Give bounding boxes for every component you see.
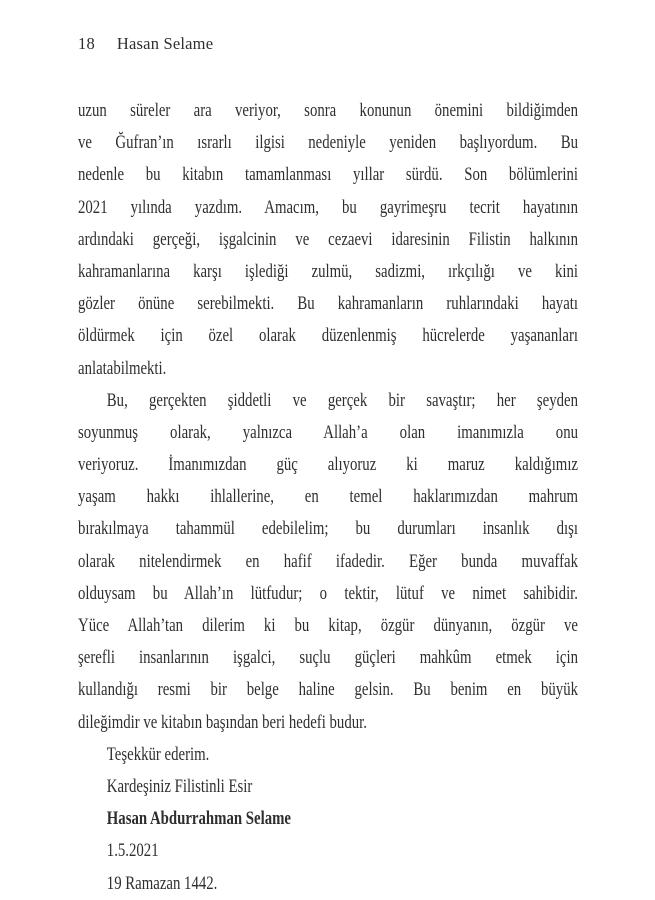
text-line: olduysam bu Allah’ın lütfudur; o tektir, lütuf ve nimet sahibidir. [78,583,578,604]
text-line: uzun süreler ara veriyor, sonra konunun önemini bildiğimden [78,101,578,121]
text-line: öldürmek için özel olarak düzenlenmiş hücrelerde yaşananları [78,326,578,347]
running-title: Hasan Selame [116,34,214,53]
text-line: anlatabilmekti. [78,358,167,379]
text-line: ve Ğufran’ın ısrarlı ilgisi nedeniyle yeniden başlıyordum. Bu [78,133,578,154]
signature-block [78,739,578,900]
text-line: nedenle bu kitabın tamamlanması yıllar sürdü. Son bölümlerini [78,165,578,186]
signature-brother: Kardeşiniz Filistinli Esir [106,776,253,797]
text-line: 2021 yılında yazdım. Amacım, bu gayrimeşru tecrit hayatının [78,197,578,218]
page-number: 18 [78,34,95,53]
paragraph-2 [78,385,578,739]
signature-thanks: Teşekkür ederim. [106,744,210,765]
signature-date-gregorian: 1.5.2021 [106,841,159,862]
text-line: dileğimdir ve kitabın başından beri hedefi budur. [78,712,367,733]
text-line: Bu, gerçekten şiddetli ve gerçek bir savaştır; her şeyden [106,390,578,411]
text-line: soyunmuş olarak, yalnızca Allah’a olan imanımızla onu [78,422,578,443]
text-line: veriyoruz. İmanımızdan güç alıyoruz ki maruz kaldığımız [78,455,578,476]
paragraph-1 [78,95,578,385]
signature-date-hijri: 19 Ramazan 1442. [106,873,218,894]
text-line: şerefli insanlarının işgalci, suçlu güçleri mahkûm etmek için [78,648,578,669]
text-line: yaşam hakkı ihlallerine, en temel haklarımızdan mahrum [78,487,578,508]
text-line: olarak nitelendirmek en hafif ifadedir. Eğer bunda muvaffak [78,551,578,572]
page-text [78,95,578,900]
running-header [78,34,213,54]
text-line: kahramanlarına karşı işlediği zulmü, sadizmi, ırkçılığı ve kini [78,261,578,282]
signature-author: Hasan Abdurrahman Selame [106,809,292,830]
text-line: bırakılmaya tahammül edebilelim; bu durumları insanlık dışı [78,519,578,540]
text-line: ardındaki gerçeği, işgalcinin ve cezaevi idaresinin Filistin halkının [78,229,578,250]
text-line: Yüce Allah’tan dilerim ki bu kitap, özgür dünyanın, özgür ve [78,616,578,636]
text-line: gözler önüne serebilmekti. Bu kahramanların ruhlarındaki hayatı [78,294,578,315]
text-line: kullandığı resmi bir belge haline gelsin. Bu benim en büyük [78,680,578,701]
